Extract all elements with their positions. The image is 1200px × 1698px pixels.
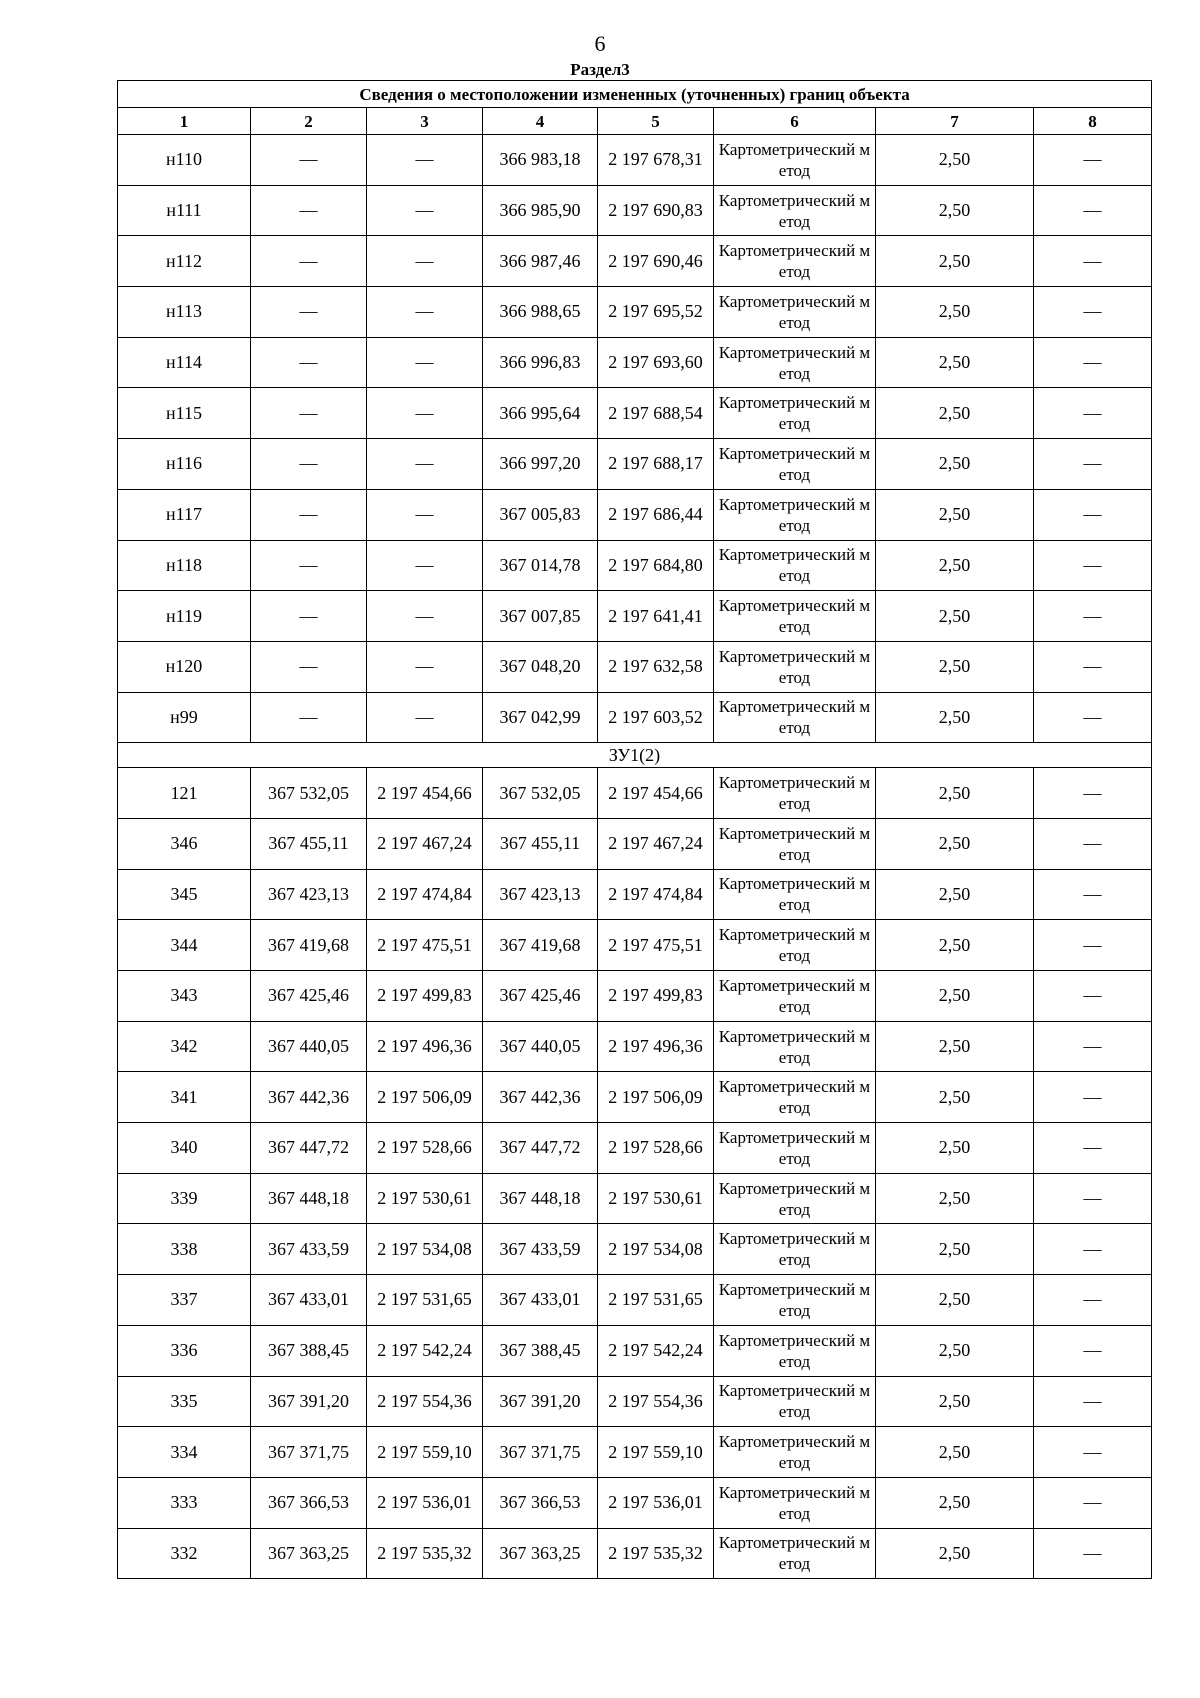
table-row: [118, 971, 1152, 1022]
old-x-cell: —: [251, 692, 367, 743]
column-number: 4: [483, 108, 598, 135]
accuracy-cell: 2,50: [876, 1376, 1034, 1427]
table-row: [118, 287, 1152, 338]
new-x-cell: 366 983,18: [483, 135, 598, 186]
old-x-cell: —: [251, 337, 367, 388]
point-name-cell: н115: [118, 388, 251, 439]
accuracy-cell: 2,50: [876, 1275, 1034, 1326]
column-number: 5: [598, 108, 714, 135]
method-cell: Картометрический метод: [714, 540, 876, 591]
new-y-cell: 2 197 475,51: [598, 920, 714, 971]
table-row: [118, 768, 1152, 819]
description-cell: —: [1034, 135, 1152, 186]
old-x-cell: —: [251, 135, 367, 186]
accuracy-cell: 2,50: [876, 540, 1034, 591]
method-cell: Картометрический метод: [714, 1123, 876, 1174]
new-x-cell: 367 366,53: [483, 1477, 598, 1528]
accuracy-cell: 2,50: [876, 869, 1034, 920]
old-y-cell: —: [367, 337, 483, 388]
old-y-cell: —: [367, 287, 483, 338]
method-cell: Картометрический метод: [714, 869, 876, 920]
point-name-cell: 344: [118, 920, 251, 971]
old-y-cell: 2 197 534,08: [367, 1224, 483, 1275]
accuracy-cell: 2,50: [876, 1072, 1034, 1123]
accuracy-cell: 2,50: [876, 818, 1034, 869]
new-x-cell: 367 433,59: [483, 1224, 598, 1275]
new-y-cell: 2 197 688,17: [598, 439, 714, 490]
description-cell: —: [1034, 1123, 1152, 1174]
column-number: 3: [367, 108, 483, 135]
point-name-cell: 345: [118, 869, 251, 920]
description-cell: —: [1034, 236, 1152, 287]
old-x-cell: —: [251, 236, 367, 287]
method-cell: Картометрический метод: [714, 439, 876, 490]
description-cell: —: [1034, 1477, 1152, 1528]
old-x-cell: 367 455,11: [251, 818, 367, 869]
accuracy-cell: 2,50: [876, 1173, 1034, 1224]
point-name-cell: н116: [118, 439, 251, 490]
point-name-cell: н117: [118, 489, 251, 540]
point-name-cell: 339: [118, 1173, 251, 1224]
new-y-cell: 2 197 535,32: [598, 1528, 714, 1579]
old-x-cell: 367 371,75: [251, 1427, 367, 1478]
old-x-cell: 367 440,05: [251, 1021, 367, 1072]
table-row: [118, 337, 1152, 388]
description-cell: —: [1034, 1427, 1152, 1478]
method-cell: Картометрический метод: [714, 920, 876, 971]
description-cell: —: [1034, 971, 1152, 1022]
point-name-cell: 334: [118, 1427, 251, 1478]
table-caption: Сведения о местоположении измененных (уточненных) границ объекта: [118, 81, 1152, 108]
new-y-cell: 2 197 686,44: [598, 489, 714, 540]
old-y-cell: —: [367, 388, 483, 439]
accuracy-cell: 2,50: [876, 692, 1034, 743]
old-x-cell: 367 391,20: [251, 1376, 367, 1427]
old-x-cell: —: [251, 185, 367, 236]
description-cell: —: [1034, 869, 1152, 920]
point-name-cell: н118: [118, 540, 251, 591]
description-cell: —: [1034, 1173, 1152, 1224]
method-cell: Картометрический метод: [714, 388, 876, 439]
accuracy-cell: 2,50: [876, 1477, 1034, 1528]
new-x-cell: 367 007,85: [483, 591, 598, 642]
new-y-cell: 2 197 693,60: [598, 337, 714, 388]
point-name-cell: 338: [118, 1224, 251, 1275]
new-y-cell: 2 197 528,66: [598, 1123, 714, 1174]
method-cell: Картометрический метод: [714, 591, 876, 642]
table-row: [118, 1072, 1152, 1123]
old-x-cell: 367 423,13: [251, 869, 367, 920]
description-cell: —: [1034, 768, 1152, 819]
table-row: [118, 1275, 1152, 1326]
point-name-cell: 333: [118, 1477, 251, 1528]
old-x-cell: —: [251, 489, 367, 540]
old-y-cell: —: [367, 439, 483, 490]
point-name-cell: н114: [118, 337, 251, 388]
new-x-cell: 367 423,13: [483, 869, 598, 920]
description-cell: —: [1034, 692, 1152, 743]
description-cell: —: [1034, 920, 1152, 971]
old-x-cell: 367 447,72: [251, 1123, 367, 1174]
point-name-cell: н113: [118, 287, 251, 338]
table-row: [118, 489, 1152, 540]
old-y-cell: —: [367, 236, 483, 287]
point-name-cell: 343: [118, 971, 251, 1022]
point-name-cell: 340: [118, 1123, 251, 1174]
accuracy-cell: 2,50: [876, 1528, 1034, 1579]
new-x-cell: 367 433,01: [483, 1275, 598, 1326]
accuracy-cell: 2,50: [876, 1224, 1034, 1275]
description-cell: —: [1034, 1325, 1152, 1376]
old-y-cell: 2 197 475,51: [367, 920, 483, 971]
new-y-cell: 2 197 641,41: [598, 591, 714, 642]
description-cell: —: [1034, 1528, 1152, 1579]
method-cell: Картометрический метод: [714, 1477, 876, 1528]
description-cell: —: [1034, 439, 1152, 490]
old-y-cell: —: [367, 591, 483, 642]
point-name-cell: 332: [118, 1528, 251, 1579]
table-row: [118, 1021, 1152, 1072]
method-cell: Картометрический метод: [714, 1376, 876, 1427]
description-cell: —: [1034, 1376, 1152, 1427]
column-number: 2: [251, 108, 367, 135]
method-cell: Картометрический метод: [714, 287, 876, 338]
table-row: [118, 135, 1152, 186]
new-x-cell: 367 371,75: [483, 1427, 598, 1478]
old-x-cell: 367 448,18: [251, 1173, 367, 1224]
accuracy-cell: 2,50: [876, 971, 1034, 1022]
description-cell: —: [1034, 185, 1152, 236]
method-cell: Картометрический метод: [714, 641, 876, 692]
table-row: [118, 818, 1152, 869]
description-cell: —: [1034, 287, 1152, 338]
point-name-cell: 337: [118, 1275, 251, 1326]
old-y-cell: 2 197 559,10: [367, 1427, 483, 1478]
new-x-cell: 367 442,36: [483, 1072, 598, 1123]
table-row: [118, 540, 1152, 591]
old-x-cell: 367 433,01: [251, 1275, 367, 1326]
point-name-cell: н119: [118, 591, 251, 642]
point-name-cell: н120: [118, 641, 251, 692]
description-cell: —: [1034, 337, 1152, 388]
point-name-cell: 335: [118, 1376, 251, 1427]
new-x-cell: 367 419,68: [483, 920, 598, 971]
new-y-cell: 2 197 695,52: [598, 287, 714, 338]
table-caption-row: [118, 81, 1152, 108]
method-cell: Картометрический метод: [714, 135, 876, 186]
new-x-cell: 366 995,64: [483, 388, 598, 439]
new-x-cell: 367 363,25: [483, 1528, 598, 1579]
old-y-cell: 2 197 535,32: [367, 1528, 483, 1579]
new-y-cell: 2 197 684,80: [598, 540, 714, 591]
new-x-cell: 366 996,83: [483, 337, 598, 388]
new-y-cell: 2 197 690,46: [598, 236, 714, 287]
old-x-cell: —: [251, 287, 367, 338]
description-cell: —: [1034, 641, 1152, 692]
point-name-cell: н110: [118, 135, 251, 186]
new-y-cell: 2 197 559,10: [598, 1427, 714, 1478]
method-cell: Картометрический метод: [714, 1325, 876, 1376]
method-cell: Картометрический метод: [714, 1173, 876, 1224]
point-name-cell: 342: [118, 1021, 251, 1072]
point-name-cell: 121: [118, 768, 251, 819]
accuracy-cell: 2,50: [876, 1427, 1034, 1478]
old-x-cell: 367 366,53: [251, 1477, 367, 1528]
accuracy-cell: 2,50: [876, 337, 1034, 388]
accuracy-cell: 2,50: [876, 439, 1034, 490]
new-y-cell: 2 197 531,65: [598, 1275, 714, 1326]
method-cell: Картометрический метод: [714, 489, 876, 540]
accuracy-cell: 2,50: [876, 1021, 1034, 1072]
new-y-cell: 2 197 496,36: [598, 1021, 714, 1072]
new-x-cell: 367 391,20: [483, 1376, 598, 1427]
new-y-cell: 2 197 678,31: [598, 135, 714, 186]
old-x-cell: —: [251, 641, 367, 692]
coordinates-table: [117, 80, 1152, 1579]
table-row: [118, 185, 1152, 236]
new-y-cell: 2 197 474,84: [598, 869, 714, 920]
old-y-cell: —: [367, 540, 483, 591]
column-number: 8: [1034, 108, 1152, 135]
method-cell: Картометрический метод: [714, 1224, 876, 1275]
old-y-cell: 2 197 536,01: [367, 1477, 483, 1528]
table-row: [118, 692, 1152, 743]
new-x-cell: 367 425,46: [483, 971, 598, 1022]
old-x-cell: 367 419,68: [251, 920, 367, 971]
accuracy-cell: 2,50: [876, 1325, 1034, 1376]
method-cell: Картометрический метод: [714, 1427, 876, 1478]
description-cell: —: [1034, 1072, 1152, 1123]
old-x-cell: 367 425,46: [251, 971, 367, 1022]
old-x-cell: —: [251, 591, 367, 642]
new-x-cell: 366 997,20: [483, 439, 598, 490]
description-cell: —: [1034, 388, 1152, 439]
new-y-cell: 2 197 690,83: [598, 185, 714, 236]
old-x-cell: 367 532,05: [251, 768, 367, 819]
point-name-cell: н112: [118, 236, 251, 287]
accuracy-cell: 2,50: [876, 135, 1034, 186]
old-x-cell: 367 388,45: [251, 1325, 367, 1376]
new-y-cell: 2 197 454,66: [598, 768, 714, 819]
new-x-cell: 367 048,20: [483, 641, 598, 692]
table-row: [118, 869, 1152, 920]
old-y-cell: —: [367, 135, 483, 186]
table-row: [118, 1224, 1152, 1275]
new-x-cell: 367 532,05: [483, 768, 598, 819]
accuracy-cell: 2,50: [876, 1123, 1034, 1174]
old-y-cell: —: [367, 692, 483, 743]
new-y-cell: 2 197 632,58: [598, 641, 714, 692]
table-body: [118, 135, 1152, 1579]
new-y-cell: 2 197 688,54: [598, 388, 714, 439]
group-label: ЗУ1(2): [118, 743, 1152, 768]
new-y-cell: 2 197 554,36: [598, 1376, 714, 1427]
new-y-cell: 2 197 534,08: [598, 1224, 714, 1275]
table-row: [118, 1173, 1152, 1224]
description-cell: —: [1034, 1021, 1152, 1072]
method-cell: Картометрический метод: [714, 818, 876, 869]
old-x-cell: —: [251, 540, 367, 591]
accuracy-cell: 2,50: [876, 920, 1034, 971]
new-x-cell: 367 014,78: [483, 540, 598, 591]
old-y-cell: 2 197 530,61: [367, 1173, 483, 1224]
description-cell: —: [1034, 591, 1152, 642]
accuracy-cell: 2,50: [876, 388, 1034, 439]
new-y-cell: 2 197 536,01: [598, 1477, 714, 1528]
description-cell: —: [1034, 1275, 1152, 1326]
table-row: [118, 388, 1152, 439]
column-number: 7: [876, 108, 1034, 135]
table-row: [118, 439, 1152, 490]
method-cell: Картометрический метод: [714, 236, 876, 287]
old-x-cell: —: [251, 439, 367, 490]
new-y-cell: 2 197 542,24: [598, 1325, 714, 1376]
old-y-cell: 2 197 496,36: [367, 1021, 483, 1072]
method-cell: Картометрический метод: [714, 185, 876, 236]
description-cell: —: [1034, 489, 1152, 540]
old-y-cell: 2 197 542,24: [367, 1325, 483, 1376]
column-number: 6: [714, 108, 876, 135]
new-x-cell: 367 388,45: [483, 1325, 598, 1376]
method-cell: Картометрический метод: [714, 692, 876, 743]
point-name-cell: н111: [118, 185, 251, 236]
old-y-cell: —: [367, 641, 483, 692]
accuracy-cell: 2,50: [876, 489, 1034, 540]
method-cell: Картометрический метод: [714, 768, 876, 819]
table-row: [118, 591, 1152, 642]
new-x-cell: 367 042,99: [483, 692, 598, 743]
old-y-cell: 2 197 528,66: [367, 1123, 483, 1174]
point-name-cell: 346: [118, 818, 251, 869]
table-row: [118, 920, 1152, 971]
new-x-cell: 366 987,46: [483, 236, 598, 287]
accuracy-cell: 2,50: [876, 236, 1034, 287]
new-y-cell: 2 197 467,24: [598, 818, 714, 869]
table-row: [118, 1325, 1152, 1376]
method-cell: Картометрический метод: [714, 1528, 876, 1579]
old-y-cell: 2 197 531,65: [367, 1275, 483, 1326]
old-y-cell: —: [367, 185, 483, 236]
table-row: [118, 1427, 1152, 1478]
description-cell: —: [1034, 1224, 1152, 1275]
new-x-cell: 367 447,72: [483, 1123, 598, 1174]
old-y-cell: 2 197 467,24: [367, 818, 483, 869]
method-cell: Картометрический метод: [714, 1275, 876, 1326]
new-y-cell: 2 197 499,83: [598, 971, 714, 1022]
old-y-cell: 2 197 454,66: [367, 768, 483, 819]
old-x-cell: —: [251, 388, 367, 439]
old-x-cell: 367 363,25: [251, 1528, 367, 1579]
accuracy-cell: 2,50: [876, 768, 1034, 819]
description-cell: —: [1034, 818, 1152, 869]
column-number: 1: [118, 108, 251, 135]
new-x-cell: 366 985,90: [483, 185, 598, 236]
old-x-cell: 367 433,59: [251, 1224, 367, 1275]
group-header-row: [118, 743, 1152, 768]
old-y-cell: 2 197 554,36: [367, 1376, 483, 1427]
new-x-cell: 367 455,11: [483, 818, 598, 869]
new-y-cell: 2 197 603,52: [598, 692, 714, 743]
accuracy-cell: 2,50: [876, 591, 1034, 642]
old-y-cell: 2 197 506,09: [367, 1072, 483, 1123]
table-row: [118, 1376, 1152, 1427]
table-row: [118, 641, 1152, 692]
old-y-cell: 2 197 499,83: [367, 971, 483, 1022]
point-name-cell: 336: [118, 1325, 251, 1376]
table-row: [118, 1528, 1152, 1579]
new-y-cell: 2 197 530,61: [598, 1173, 714, 1224]
accuracy-cell: 2,50: [876, 185, 1034, 236]
new-x-cell: 367 448,18: [483, 1173, 598, 1224]
old-x-cell: 367 442,36: [251, 1072, 367, 1123]
new-x-cell: 366 988,65: [483, 287, 598, 338]
point-name-cell: 341: [118, 1072, 251, 1123]
new-y-cell: 2 197 506,09: [598, 1072, 714, 1123]
table-row: [118, 1123, 1152, 1174]
method-cell: Картометрический метод: [714, 1021, 876, 1072]
section-title: Раздел3: [570, 60, 630, 79]
new-x-cell: 367 440,05: [483, 1021, 598, 1072]
table-row: [118, 236, 1152, 287]
point-name-cell: н99: [118, 692, 251, 743]
old-y-cell: —: [367, 489, 483, 540]
description-cell: —: [1034, 540, 1152, 591]
old-y-cell: 2 197 474,84: [367, 869, 483, 920]
method-cell: Картометрический метод: [714, 337, 876, 388]
accuracy-cell: 2,50: [876, 287, 1034, 338]
table-row: [118, 1477, 1152, 1528]
accuracy-cell: 2,50: [876, 641, 1034, 692]
column-number-row: [118, 108, 1152, 135]
page-number: 6: [594, 31, 606, 56]
new-x-cell: 367 005,83: [483, 489, 598, 540]
method-cell: Картометрический метод: [714, 1072, 876, 1123]
method-cell: Картометрический метод: [714, 971, 876, 1022]
